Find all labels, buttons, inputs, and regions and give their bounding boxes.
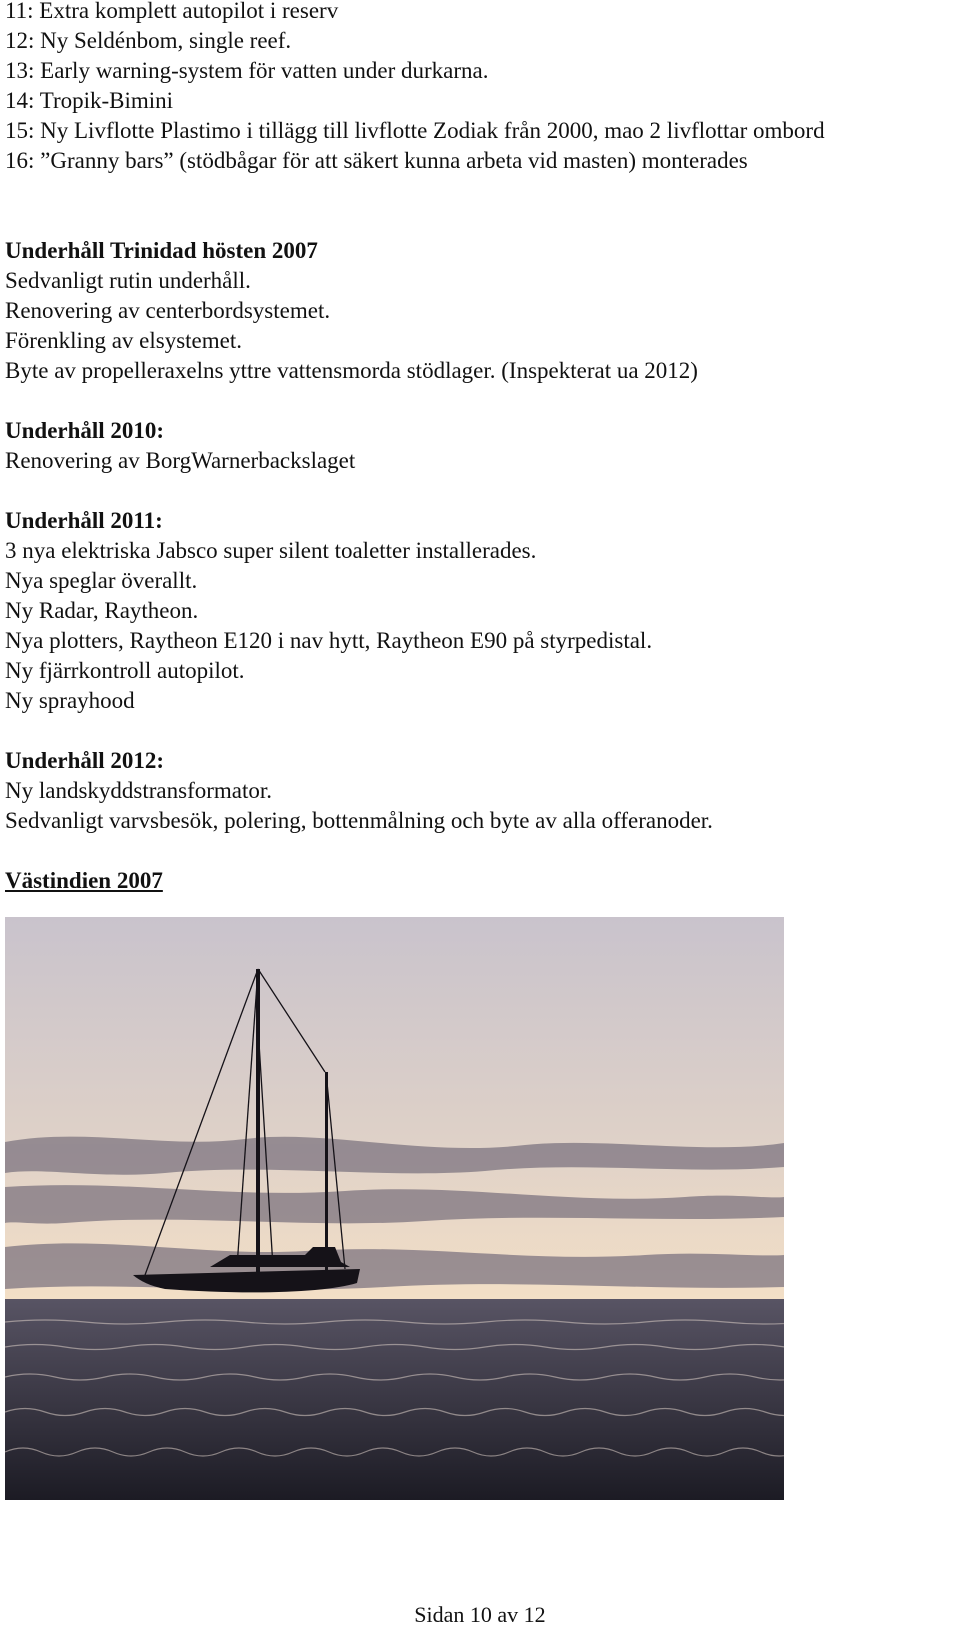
list-item: 14: Tropik-Bimini	[5, 88, 174, 113]
section-line: 3 nya elektriska Jabsco super silent toaletter installerades.	[5, 538, 537, 563]
photo-heading: Västindien 2007	[5, 868, 163, 893]
list-item: 16: ”Granny bars” (stödbågar för att säkert kunna arbeta vid masten) monterades	[5, 148, 748, 173]
section-heading: Underhåll 2010:	[5, 418, 165, 443]
section-line: Ny landskyddstransformator.	[5, 778, 273, 803]
list-item: 13: Early warning-system för vatten under durkarna.	[5, 58, 489, 83]
section-line: Renovering av BorgWarnerbackslaget	[5, 448, 356, 473]
section-line: Nya speglar överallt.	[5, 568, 198, 593]
section-heading: Underhåll Trinidad hösten 2007	[5, 238, 318, 263]
section-line: Ny sprayhood	[5, 688, 135, 713]
section-line: Ny fjärrkontroll autopilot.	[5, 658, 245, 683]
clouds	[5, 1137, 784, 1290]
list-item: 15: Ny Livflotte Plastimo i tillägg till livflotte Zodiak från 2000, mao 2 livflottar ombord	[5, 118, 825, 143]
section-line: Sedvanligt varvsbesök, polering, bottenmålning och byte av alla offeranoder.	[5, 808, 713, 833]
section-line: Ny Radar, Raytheon.	[5, 598, 199, 623]
section-line: Byte av propelleraxelns yttre vattensmorda stödlager. (Inspekterat ua 2012)	[5, 358, 698, 383]
list-item: 12: Ny Seldénbom, single reef.	[5, 28, 292, 53]
list-item: 11: Extra komplett autopilot i reserv	[5, 0, 339, 23]
section-heading: Underhåll 2011:	[5, 508, 163, 533]
section-line: Sedvanligt rutin underhåll.	[5, 268, 251, 293]
section-line: Renovering av centerbordsystemet.	[5, 298, 331, 323]
page-number: Sidan 10 av 12	[414, 1602, 546, 1627]
section-heading: Underhåll 2012:	[5, 748, 165, 773]
main-mast	[256, 969, 260, 1287]
sky	[5, 917, 784, 1299]
section-line: Nya plotters, Raytheon E120 i nav hytt, Raytheon E90 på styrpedistal.	[5, 628, 653, 653]
sailboat-sunset-photo	[5, 917, 784, 1500]
sea	[5, 1299, 784, 1500]
section-line: Förenkling av elsystemet.	[5, 328, 242, 353]
sailboat-sunset-illustration	[5, 917, 784, 1500]
